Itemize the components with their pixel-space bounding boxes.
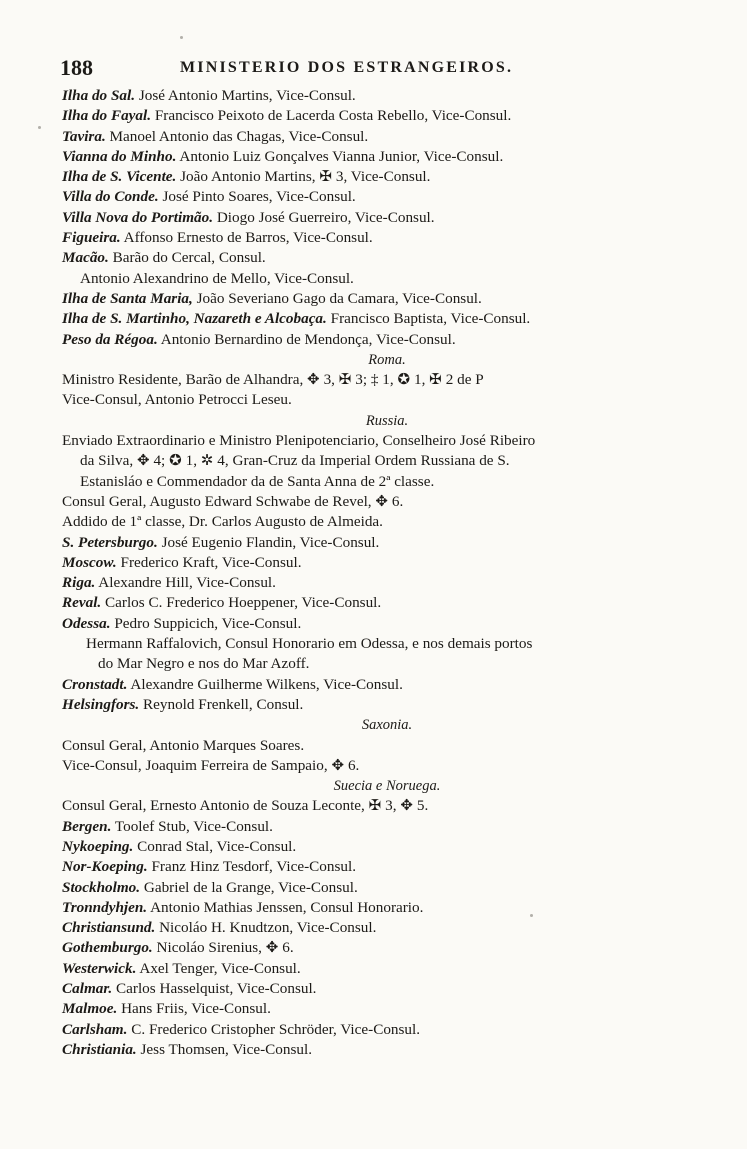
place-name: Figueira.: [62, 229, 121, 247]
entry-text: Carlos Hasselquist, Vice-Consul.: [112, 980, 317, 998]
entry-text: João Antonio Martins, ✠ 3, Vice-Consul.: [176, 168, 431, 186]
section-heading: Suecia e Noruega.: [333, 778, 441, 795]
text-line: [62, 634, 712, 654]
page-header: [60, 55, 700, 85]
consulate-entry: [62, 837, 712, 857]
entry-text: Pedro Suppicich, Vice-Consul.: [110, 614, 302, 632]
place-name: Ilha de S. Martinho, Nazareth e Alcobaça.: [62, 310, 327, 328]
entry-text: Diogo José Guerreiro, Vice-Consul.: [213, 208, 435, 226]
entry-text: Hans Friis, Vice-Consul.: [117, 1000, 271, 1018]
entry-text: do Mar Negro e nos do Mar Azoff.: [98, 655, 310, 673]
place-name: Cronstadt.: [62, 675, 128, 693]
consulate-entry: [62, 289, 712, 309]
entry-text: Barão do Cercal, Consul.: [108, 249, 266, 267]
entry-text: C. Frederico Cristopher Schröder, Vice-Consul.: [127, 1020, 421, 1038]
place-name: Malmoe.: [62, 1000, 118, 1018]
entry-text: Affonso Ernesto de Barros, Vice-Consul.: [120, 229, 373, 247]
section-heading: Saxonia.: [361, 717, 413, 734]
consulate-entry: [62, 86, 712, 106]
section-heading: Russia.: [365, 412, 409, 429]
consulate-entry: [62, 1020, 712, 1040]
place-name: Ilha do Sal.: [62, 87, 136, 104]
place-name: Gothemburgo.: [62, 939, 153, 957]
consulate-entry: [62, 593, 712, 613]
entry-text: João Severiano Gago da Camara, Vice-Consul.: [192, 289, 482, 307]
consulate-entry: [62, 187, 712, 207]
entry-text: Frederico Kraft, Vice-Consul.: [116, 553, 302, 571]
entry-text: Nicoláo H. Knudtzon, Vice-Consul.: [155, 919, 377, 937]
entry-text: Toolef Stub, Vice-Consul.: [111, 817, 273, 835]
consulate-entry: [62, 208, 712, 228]
consulate-entry: [62, 959, 712, 979]
place-name: Nykoeping.: [62, 837, 134, 855]
entry-text: José Antonio Martins, Vice-Consul.: [135, 87, 356, 104]
consulate-entry: [62, 857, 712, 877]
place-name: Helsingfors.: [62, 695, 140, 713]
text-line: [62, 492, 712, 512]
place-name: Ilha de S. Vicente.: [62, 168, 177, 186]
consulate-entry: [62, 614, 712, 634]
place-name: Tronndyhjen.: [62, 898, 148, 916]
ink-fleck: [180, 36, 183, 39]
consulate-entry: [62, 999, 712, 1019]
text-line: [62, 431, 712, 451]
entry-text: Addido de 1ª classe, Dr. Carlos Augusto de Almeida.: [62, 513, 383, 531]
entry-text: Enviado Extraordinario e Ministro Plenipotenciario, Conselheiro José Ribeiro: [62, 432, 536, 450]
consulate-entry: [62, 979, 712, 999]
text-line: [62, 390, 712, 410]
place-name: Ilha de Santa Maria,: [62, 289, 193, 307]
consulate-entry: [62, 918, 712, 938]
place-name: Villa Nova do Portimão.: [62, 208, 214, 226]
consulate-entry: [62, 330, 712, 350]
entry-text: Francisco Baptista, Vice-Consul.: [326, 310, 531, 328]
entry-text: Reynold Frenkell, Consul.: [139, 695, 304, 713]
consulate-entry: [62, 817, 712, 837]
consulate-entry: [62, 248, 712, 268]
consulate-entry: [62, 533, 712, 553]
entry-text: Axel Tenger, Vice-Consul.: [136, 959, 301, 977]
place-name: Reval.: [62, 594, 102, 612]
ink-fleck: [530, 914, 533, 917]
consulate-entry: [62, 938, 712, 958]
entry-text: Ministro Residente, Barão de Alhandra, ✥ 3, ✠ 3; ‡ 1, ✪ 1, ✠ 2 de P: [62, 371, 484, 389]
entry-text: Jess Thomsen, Vice-Consul.: [136, 1040, 313, 1058]
entry-text: Nicoláo Sirenius, ✥ 6.: [152, 939, 294, 957]
entry-text: Consul Geral, Antonio Marques Soares.: [62, 736, 305, 754]
page-number: 188: [60, 55, 93, 80]
place-name: Villa do Conde.: [62, 188, 159, 206]
entry-text: Vice-Consul, Joaquim Ferreira de Sampaio, ✥ 6.: [62, 756, 360, 774]
entry-text: Antonio Mathias Jenssen, Consul Honorario.: [147, 898, 424, 916]
place-name: Carlsham.: [62, 1020, 128, 1038]
place-name: Westerwick.: [62, 959, 137, 977]
consulate-entry: [62, 309, 712, 329]
place-name: Ilha do Fayal.: [62, 107, 152, 125]
ink-fleck: [38, 126, 41, 129]
consulate-entry: [62, 898, 712, 918]
entry-text: Antonio Bernardino de Mendonça, Vice-Consul.: [157, 330, 456, 348]
entry-text: Antonio Luiz Gonçalves Vianna Junior, Vice-Consul.: [176, 147, 504, 165]
place-name: Vianna do Minho.: [62, 147, 177, 165]
consular-list: [62, 86, 712, 1060]
consulate-entry: [62, 1040, 712, 1060]
text-line: [62, 269, 712, 289]
place-name: Christiansund.: [62, 919, 156, 937]
entry-text: Vice-Consul, Antonio Petrocci Leseu.: [62, 391, 292, 409]
entry-text: Consul Geral, Augusto Edward Schwabe de Revel, ✥ 6.: [62, 492, 404, 510]
entry-text: José Eugenio Flandin, Vice-Consul.: [157, 533, 380, 551]
consulate-entry: [62, 228, 712, 248]
text-line: [62, 472, 712, 492]
entry-text: Manoel Antonio das Chagas, Vice-Consul.: [105, 127, 369, 145]
text-line: [62, 370, 712, 390]
entry-text: Gabriel de la Grange, Vice-Consul.: [140, 878, 358, 896]
entry-text: Estanisláo e Commendador da de Santa Anna de 2ª classe.: [80, 472, 435, 490]
entry-text: Antonio Alexandrino de Mello, Vice-Consul.: [80, 269, 354, 287]
place-name: Macão.: [62, 249, 109, 267]
place-name: Nor-Koeping.: [62, 858, 148, 876]
entry-text: Francisco Peixoto de Lacerda Costa Rebello, Vice-Consul.: [151, 107, 512, 125]
place-name: Moscow.: [62, 553, 117, 571]
consulate-entry: [62, 675, 712, 695]
text-line: [62, 796, 712, 816]
place-name: Peso da Régoa.: [62, 330, 158, 348]
place-name: Riga.: [62, 574, 96, 592]
place-name: S. Petersburgo.: [62, 533, 158, 551]
place-name: Odessa.: [62, 614, 111, 632]
running-head: MINISTERIO DOS ESTRANGEIROS.: [180, 59, 514, 76]
entry-text: da Silva, ✥ 4; ✪ 1, ✲ 4, Gran-Cruz da Imperial Ordem Russiana de S.: [80, 452, 510, 470]
consulate-entry: [62, 167, 712, 187]
text-line: [62, 736, 712, 756]
section-heading: Roma.: [368, 351, 406, 368]
entry-text: Hermann Raffalovich, Consul Honorario em Odessa, e nos demais portos: [86, 635, 533, 653]
consulate-entry: [62, 878, 712, 898]
place-name: Stockholmo.: [62, 878, 141, 896]
consulate-entry: [62, 573, 712, 593]
text-line: [62, 654, 712, 674]
text-line: [62, 756, 712, 776]
text-line: [62, 512, 712, 532]
consulate-entry: [62, 127, 712, 147]
entry-text: Alexandre Guilherme Wilkens, Vice-Consul.: [127, 675, 403, 693]
place-name: Tavira.: [62, 127, 106, 145]
place-name: Calmar.: [62, 980, 113, 998]
place-name: Bergen.: [62, 817, 112, 835]
entry-text: Carlos C. Frederico Hoeppener, Vice-Consul.: [101, 594, 382, 612]
consulate-entry: [62, 695, 712, 715]
text-line: [62, 451, 712, 471]
entry-text: Conrad Stal, Vice-Consul.: [133, 837, 297, 855]
place-name: Christiania.: [62, 1040, 137, 1058]
consulate-entry: [62, 106, 712, 126]
entry-text: Alexandre Hill, Vice-Consul.: [95, 574, 276, 592]
entry-text: Franz Hinz Tesdorf, Vice-Consul.: [147, 858, 357, 876]
entry-text: Consul Geral, Ernesto Antonio de Souza Leconte, ✠ 3, ✥ 5.: [62, 797, 429, 815]
consulate-entry: [62, 147, 712, 167]
entry-text: José Pinto Soares, Vice-Consul.: [158, 188, 356, 206]
consulate-entry: [62, 553, 712, 573]
